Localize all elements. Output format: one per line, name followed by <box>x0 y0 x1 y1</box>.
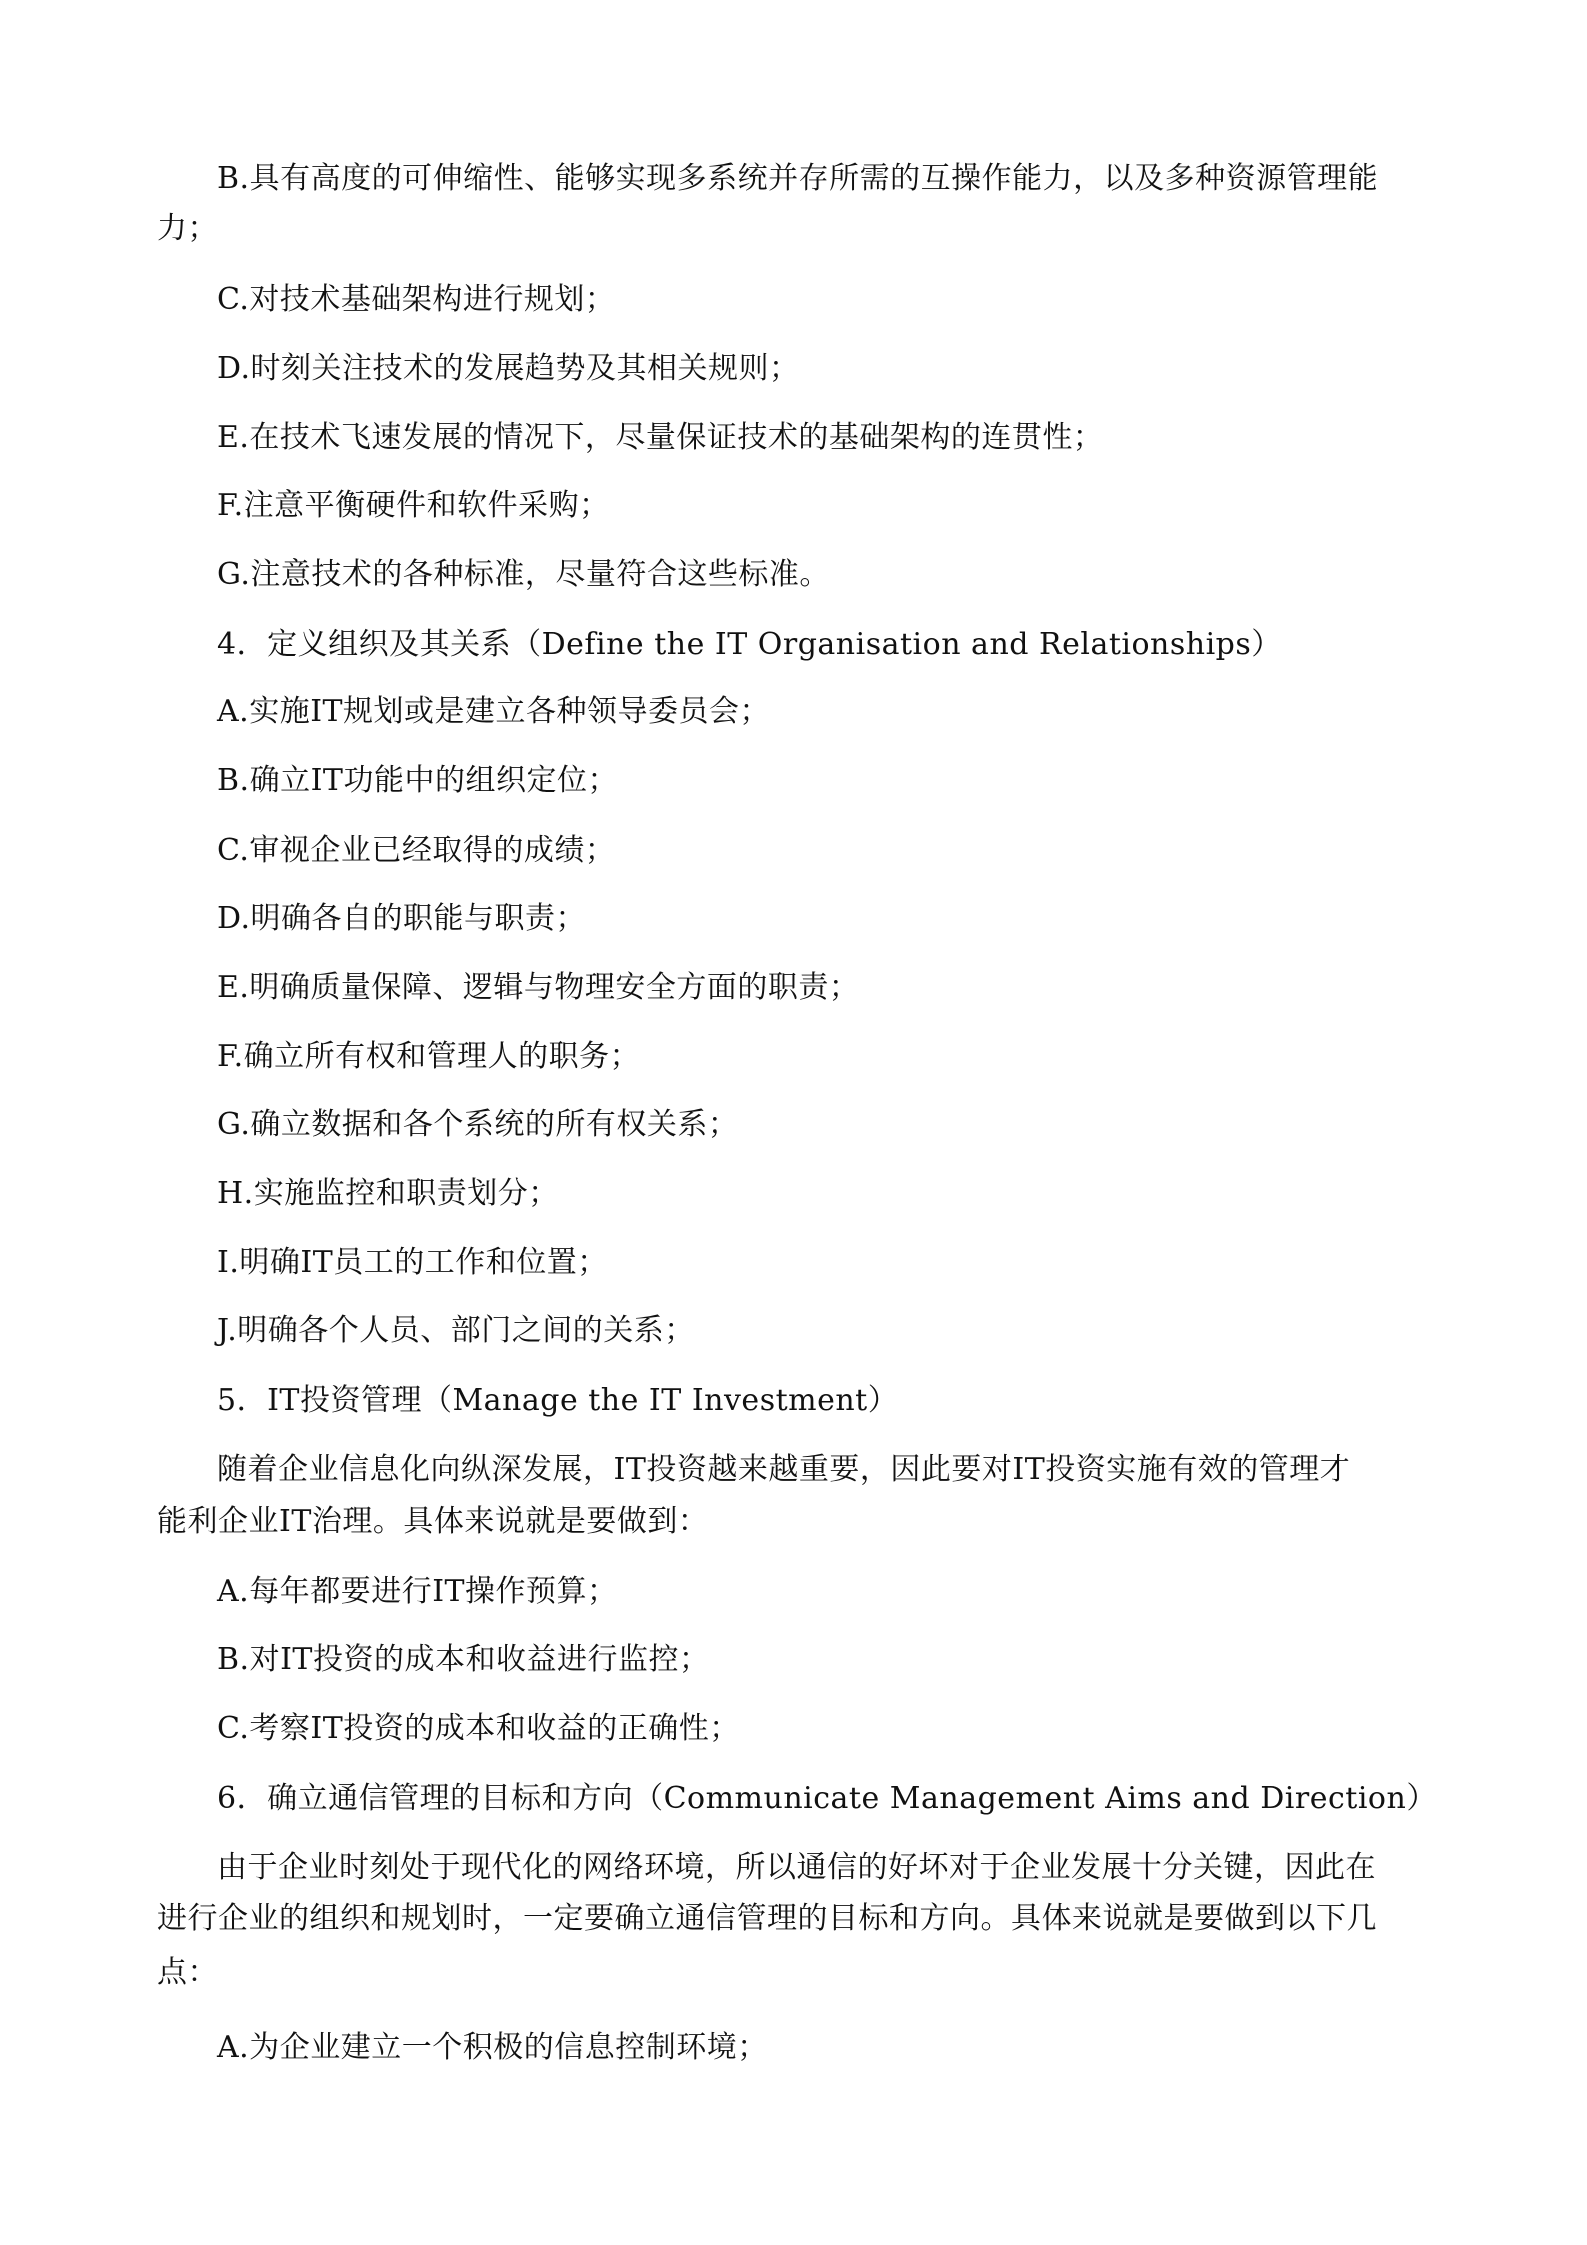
paragraph-line: J.明确各个人员、部门之间的关系； <box>217 1313 695 1348</box>
paragraph-line: 能利企业IT治理。具体来说就是要做到： <box>157 1504 709 1539</box>
paragraph-line: 5．IT投资管理（Manage the IT Investment） <box>217 1383 899 1418</box>
paragraph-line: C.对技术基础架构进行规划； <box>217 282 616 317</box>
paragraph-line: A.为企业建立一个积极的信息控制环境； <box>217 2030 768 2065</box>
paragraph-line: A.实施IT规划或是建立各种领导委员会； <box>217 694 771 729</box>
paragraph-line: 进行企业的组织和规划时，一定要确立通信管理的目标和方向。具体来说就是要做到以下几 <box>157 1901 1377 1936</box>
paragraph-line: 随着企业信息化向纵深发展，IT投资越来越重要，因此要对IT投资实施有效的管理才 <box>217 1452 1351 1487</box>
paragraph-line: 点： <box>157 1955 218 1990</box>
paragraph-line: A.每年都要进行IT操作预算； <box>217 1574 618 1609</box>
paragraph-line: D.时刻关注技术的发展趋势及其相关规则； <box>217 351 800 386</box>
paragraph-line: F.注意平衡硬件和软件采购； <box>217 488 610 523</box>
paragraph-line: 由于企业时刻处于现代化的网络环境，所以通信的好坏对于企业发展十分关键，因此在 <box>217 1850 1376 1885</box>
paragraph-line: E.明确质量保障、逻辑与物理安全方面的职责； <box>217 970 860 1005</box>
paragraph-line: E.在技术飞速发展的情况下，尽量保证技术的基础架构的连贯性； <box>217 420 1104 455</box>
paragraph-line: B.对IT投资的成本和收益进行监控； <box>217 1642 710 1677</box>
paragraph-line: B.确立IT功能中的组织定位； <box>217 763 618 798</box>
paragraph-line: F.确立所有权和管理人的职务； <box>217 1039 641 1074</box>
paragraph-line: 4．定义组织及其关系（Define the IT Organisation and Relationships） <box>217 627 1282 662</box>
paragraph-line: C.审视企业已经取得的成绩； <box>217 833 616 868</box>
paragraph-line: 6．确立通信管理的目标和方向（Communicate Management Aims and Direction） <box>217 1781 1437 1816</box>
paragraph-line: B.具有高度的可伸缩性、能够实现多系统并存所需的互操作能力，以及多种资源管理能 <box>217 161 1379 196</box>
paragraph-line: I.明确IT员工的工作和位置； <box>217 1245 608 1280</box>
paragraph-line: H.实施监控和职责划分； <box>217 1176 559 1211</box>
paragraph-line: G.确立数据和各个系统的所有权关系； <box>217 1107 739 1142</box>
paragraph-line: 力； <box>157 211 218 246</box>
paragraph-line: C.考察IT投资的成本和收益的正确性； <box>217 1711 740 1746</box>
paragraph-line: D.明确各自的职能与职责； <box>217 901 587 936</box>
paragraph-line: G.注意技术的各种标准，尽量符合这些标准。 <box>217 557 830 592</box>
